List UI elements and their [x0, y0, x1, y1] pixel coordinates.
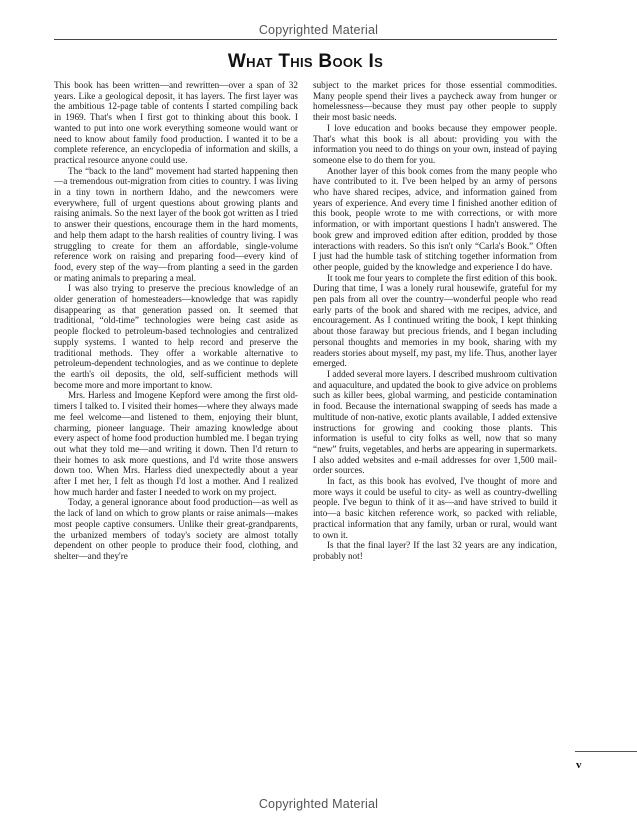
right-column [313, 80, 557, 562]
paragraph: I added several more layers. I described mushroom cultivation and aquaculture, and updated the book to give advice on problems such as killer bees, global warming, and pesticide contamination in food. Because the international swapping of seeds has made a multitude of non-native, exotic plants available, I added extensive instructions for growing and cooking those plants. This information is useful to city folks as well, now that so many “new” fruits, vegetables, and herbs are appearing in supermarkets. I also added websites and e-mail addresses for over 1,500 mail-order sources. [313, 368, 557, 476]
copyright-watermark-bottom: Copyrighted Material [258, 797, 379, 811]
paragraph: This book has been written—and rewritten—over a span of 32 years. Like a geological deposit, it has layers. The first layer was the ambitious 12-page table of contents I started compiling back in 1969. That's when I first got to thinking about this book. I wanted to put into one work everything someone would want or need to know about family food production. I wanted it to be a complete reference, an encyclopedia of information and skills, a practical resource anyone could use. [54, 80, 298, 165]
paragraph: Is that the final layer? If the last 32 years are any indication, probably not! [313, 540, 557, 561]
left-column [54, 80, 298, 562]
paragraph: Another layer of this book comes from the many people who have contributed to it. I've been helped by an army of persons who have shared recipes, advice, and information gained from years of experience. And every time I finished another edition of this book, people wrote to me with corrections, or with more information, or with important questions I hadn't answered. The book grew and improved edition after edition, prodded by those interactions with readers. So this isn't only “Carla's Book.” Often I just had the humble task of stitching together information from other people, guided by the knowledge and experience I do have. [313, 165, 557, 272]
paragraph: The “back to the land” movement had started happening then—a tremendous out-migration from cities to country. I was living in a tiny town in northern Idaho, and the newcomers were everywhere, full of urgent questions about growing plants and raising animals. So the next layer of the book got written as I tried to answer their questions, encourage them in the hard moments, and help them adapt to the harsh realities of country living. I was struggling to create for them an affordable, single-volume reference work on raising and preparing food—every kind of food, every step of the way—from planting a seed in the garden or mating animals to preparing a meal. [54, 165, 298, 283]
paragraph: I was also trying to preserve the precious knowledge of an older generation of homesteaders—knowledge that was rapidly disappearing as that generation passed on. It seemed that traditional, “old-time” technologies were being cast aside as people flocked to petroleum-based technologies and centralized supply systems. I wanted to help record and preserve the traditional methods. They offer a workable alternative to petroleum-dependent technologies, and as we continue to deplete the earth's oil deposits, the old, self-sufficient methods will become more and more important to know. [54, 283, 298, 390]
paragraph: Today, a general ignorance about food production—as well as the lack of land on which to grow plants or raise animals—makes most people captive consumers. Unlike their great-grandparents, the urbanized members of today's society are almost totally dependent on other people to produce their food, clothing, and shelter—and they're [54, 497, 298, 561]
page-number: v [576, 759, 582, 771]
paragraph: It took me four years to complete the first edition of this book. During that time, I was a lonely rural housewife, grateful for my pen pals from all over the country—wonderful people who read early parts of the book and shared with me recipes, advice, and encouragement. As I continued writing the book, I kept thinking about those faraway but precious friends, and I began including personal thoughts and memories in my book, sharing with my readers stories about myself, my past, my life. Thus, another layer emerged. [313, 272, 557, 369]
paragraph: In fact, as this book has evolved, I've thought of more and more ways it could be useful to city- as well as country-dwelling people. I've begun to think of it as—and have strived to build it into—a basic kitchen reference work, so packed with reliable, practical information that any family, urban or rural, would want to own it. [313, 476, 557, 540]
paragraph: subject to the market prices for those essential commodities. Many people spend their lives a paycheck away from hunger or homelessness—because they must pay other people to supply their most basic needs. [313, 80, 557, 123]
paragraph: I love education and books because they empower people. That's what this book is all about: providing you with the information you need to do things on your own, instead of paying someone else to do them for you. [313, 122, 557, 165]
chapter-title: What This Book Is [227, 51, 384, 72]
header-rule [54, 39, 557, 40]
paragraph: Mrs. Harless and Imogene Kepford were among the first old-timers I talked to. I visited their homes—where they always made me feel welcome—and listened to them, enjoying their blunt, charming, pioneer language. Their amazing knowledge about every aspect of home food production humbled me. I began trying out what they told me—and writing it down. Then I'd return to their homes to ask more questions, and I'd write those answers down too. When Mrs. Harless died unexpectedly about a year after I met her, I felt as though I'd lost a mother. And I realized how much harder and faster I needed to work on my project. [54, 390, 298, 497]
footer-rule [575, 751, 637, 752]
copyright-watermark-top: Copyrighted Material [258, 23, 379, 37]
